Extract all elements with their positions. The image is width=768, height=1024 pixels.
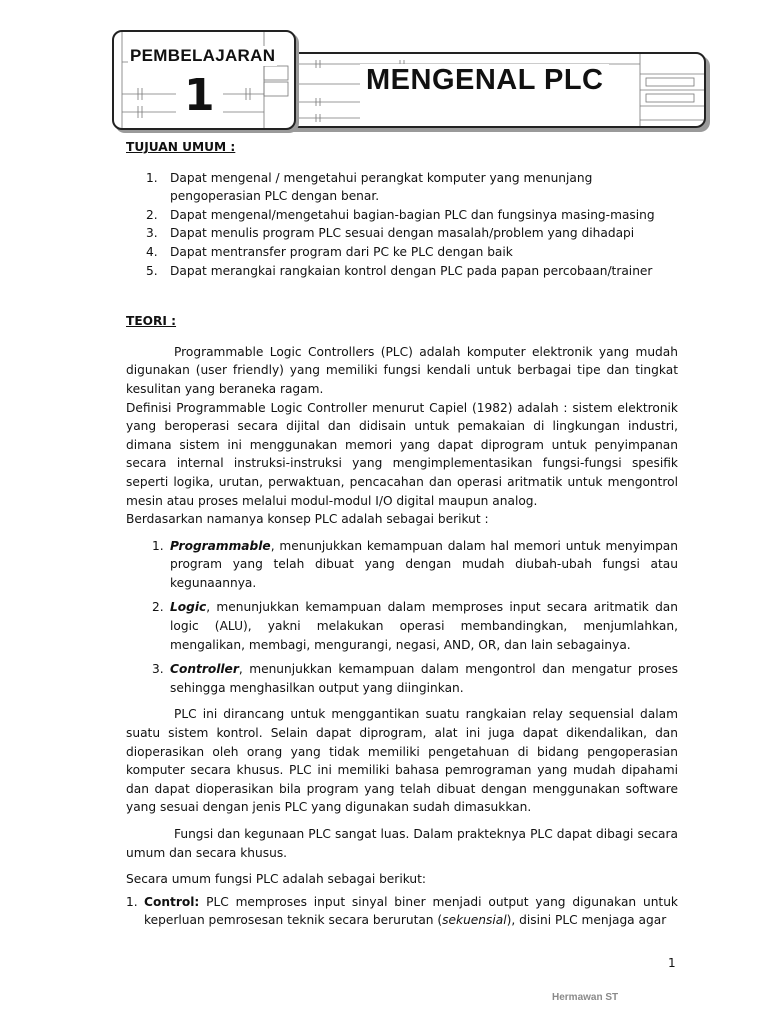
list-item: 1. Dapat mengenal / mengetahui perangkat komputer yang menunjang pengoperasian PLC dengan benar. — [146, 170, 593, 204]
page-number: 1 — [668, 956, 676, 970]
chapter-header — [112, 24, 708, 128]
list-item: 4. Dapat mentransfer program dari PC ke PLC dengan baik — [146, 244, 513, 259]
chapter-title: MENGENAL PLC — [360, 64, 609, 97]
chapter-number-panel — [112, 30, 296, 130]
paragraph: PLC ini dirancang untuk menggantikan suatu rangkaian relay sequensial dalam suatu sistem kontrol. Selain dapat diprogram, alat ini juga dapat dikendalikan, dan dioperasikan oleh orang yang tidak memiliki pengetahuan di bidang pengoperasian komputer secara khusus. PLC ini memiliki bahasa pemrograman yang mudah dipahami dan dapat dioperasikan bila program yang telah dibuat dengan menggunakan software yang sesuai dengan jenis PLC yang digunakan sudah dimasukkan. — [126, 707, 678, 815]
paragraph: Berdasarkan namanya konsep PLC adalah sebagai berikut : — [126, 512, 489, 527]
list-item: 1. Programmable, menunjukkan kemampuan dalam hal memori untuk menyimpan program yang telah dibuat yang dengan mudah diubah-ubah fungsi atau kegunaannya. — [152, 538, 678, 590]
paragraph: Programmable Logic Controllers (PLC) adalah komputer elektronik yang mudah digunakan (user friendly) yang memiliki fungsi kendali untuk berbagai tipe dan tingkat kesulitan yang beraneka ragam. — [126, 344, 678, 396]
concept-term: Programmable — [170, 538, 271, 553]
concept-term: Controller — [170, 662, 239, 677]
concept-term: Logic — [170, 600, 207, 615]
list-item: 1. Control: PLC memproses input sinyal biner menjadi output yang digunakan untuk keperluan pemrosesan teknik secara berurutan (sekuensial), disini PLC menjaga agar — [126, 894, 678, 928]
author-name: Hermawan ST — [552, 992, 619, 1003]
list-item: 3. Controller, menunjukkan kemampuan dalam mengontrol dan mengatur proses sehingga menghasilkan output yang diinginkan. — [152, 662, 678, 695]
tujuan-list — [126, 169, 678, 281]
chapter-number: 1 — [176, 70, 223, 122]
section-heading-teori: TEORI : — [126, 314, 177, 329]
chapter-label: PEMBELAJARAN — [130, 46, 276, 65]
list-item: 2. Logic, menunjukkan kemampuan dalam memproses input secara aritmatik dan logic (ALU), yakni melakukan operasi membandingkan, menjumlahkan, mengalikan, membagi, mengurangi, negasi, AND, OR, dan lain sebagainya. — [152, 600, 678, 652]
paragraph: Fungsi dan kegunaan PLC sangat luas. Dalam prakteknya PLC dapat dibagi secara umum dan secara khusus. — [126, 827, 678, 860]
title-panel — [278, 52, 706, 128]
paragraph: Definisi Programmable Logic Controller menurut Capiel (1982) adalah : sistem elektronik yang beroperasi secara dijital dan didisain untuk pemakaian di lingkungan industri, dimana sistem ini menggunakan memori yang dapat diprogram untuk penyimpanan secara internal instruksi-instruksi yang mengimplementasikan fungsi-fungsi spesifik seperti logika, urutan, perwaktuan, pencacahan dan operasi aritmatik untuk mengontrol mesin atau proses melalui modul-modul I/O digital maupun analog. — [126, 400, 678, 508]
fungsi-term: Control: — [144, 894, 200, 909]
fungsi-list — [126, 893, 678, 930]
list-item: 2. Dapat mengenal/mengetahui bagian-bagian PLC dan fungsinya masing-masing — [146, 207, 655, 222]
page-content — [126, 138, 678, 930]
concept-list — [126, 537, 678, 698]
list-item: 3. Dapat menulis program PLC sesuai dengan masalah/problem yang dihadapi — [146, 226, 635, 241]
section-heading-tujuan: TUJUAN UMUM : — [126, 140, 236, 154]
list-item: 5. Dapat merangkai rangkaian kontrol dengan PLC pada papan percobaan/trainer — [146, 263, 653, 278]
paragraph: Secara umum fungsi PLC adalah sebagai berikut: — [126, 872, 426, 887]
